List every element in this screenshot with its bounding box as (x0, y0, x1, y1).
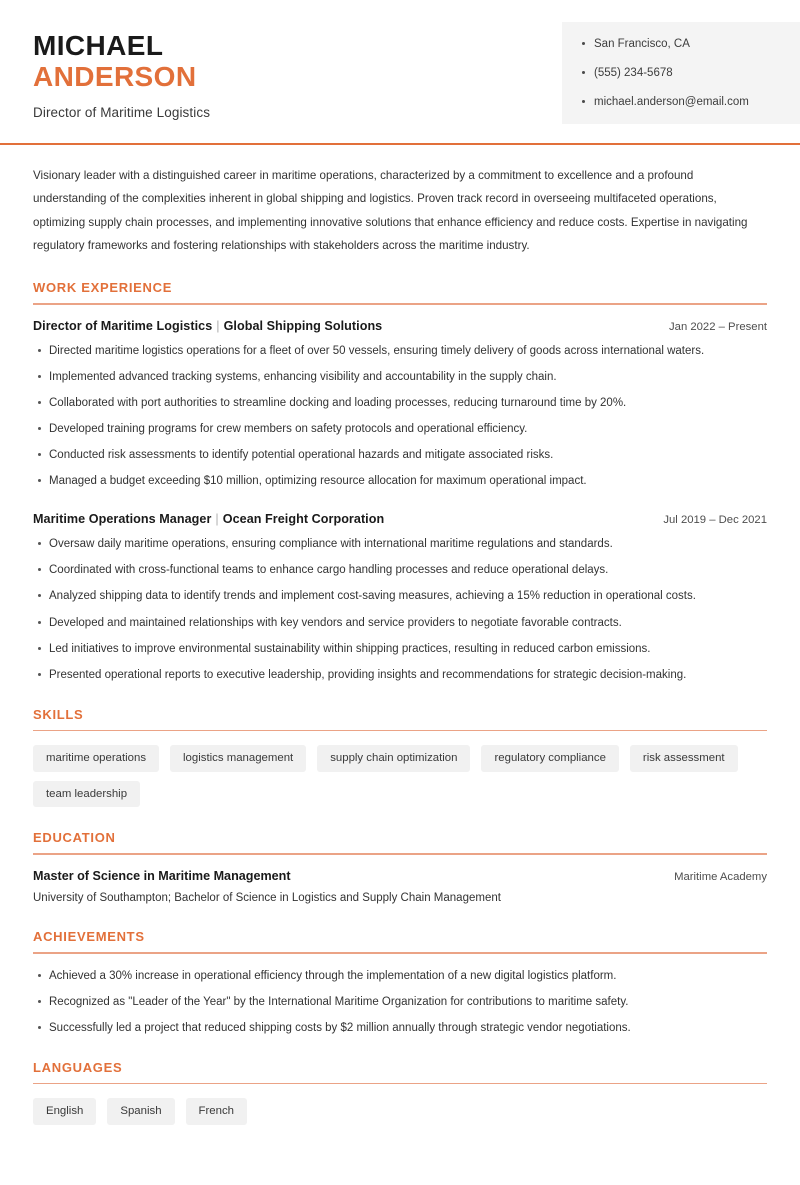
skill-chip: maritime operations (33, 745, 159, 772)
contact-location-text: San Francisco, CA (594, 38, 690, 50)
first-name: MICHAEL (33, 30, 164, 61)
bullet-item: Presented operational reports to executive leadership, providing insights and recommendations for strategic decision-making. (33, 667, 767, 684)
skills-chip-list (33, 745, 767, 807)
work-entry-date: Jul 2019 – Dec 2021 (663, 514, 767, 527)
contact-email-text[interactable]: michael.anderson@email.com (594, 96, 749, 109)
location-icon (582, 42, 585, 45)
bottom-spacer (33, 1125, 767, 1185)
work-entry-role: Director of Maritime Logistics (33, 318, 213, 333)
section-title-skills: SKILLS (33, 706, 84, 722)
language-chip: French (186, 1098, 247, 1125)
work-entry-role: Maritime Operations Manager (33, 512, 212, 527)
bullet-item: Managed a budget exceeding $10 million, optimizing resource allocation for maximum operational impact. (33, 473, 767, 490)
section-languages (33, 1060, 767, 1125)
language-chip: English (33, 1098, 96, 1125)
skill-chip: team leadership (33, 781, 140, 808)
section-title-achievements: ACHIEVEMENTS (33, 929, 145, 945)
contact-box (562, 22, 800, 124)
title-separator: | (215, 512, 219, 527)
work-entry-bullets (33, 536, 767, 684)
work-entry-header (33, 512, 767, 526)
bullet-item: Conducted risk assessments to identify potential operational hazards and mitigate associated risks. (33, 447, 767, 464)
section-divider (33, 303, 767, 305)
header-identity (0, 22, 210, 120)
languages-chip-list (33, 1098, 767, 1125)
work-entry-bullets (33, 343, 767, 491)
language-chip: Spanish (107, 1098, 174, 1125)
bullet-item: Analyzed shipping data to identify trends and implement cost-saving measures, achieving a 15% reduction in operational costs. (33, 588, 767, 605)
work-entry-header (33, 319, 767, 333)
work-entry-title (33, 319, 382, 333)
bullet-item: Achieved a 30% increase in operational efficiency through the implementation of a new digital logistics platform. (33, 968, 767, 985)
section-title-work-experience: WORK EXPERIENCE (33, 280, 173, 296)
education-degree: Master of Science in Maritime Management (33, 868, 291, 883)
section-divider (33, 853, 767, 855)
education-entry (33, 869, 767, 907)
section-divider (33, 730, 767, 732)
education-detail: University of Southampton; Bachelor of Science in Logistics and Supply Chain Management (33, 891, 501, 904)
last-name: ANDERSON (33, 61, 197, 93)
skill-chip: regulatory compliance (481, 745, 618, 772)
resume-content (0, 164, 800, 1185)
phone-icon (582, 71, 585, 74)
resume-header (0, 0, 800, 124)
contact-item-location (582, 36, 784, 52)
skill-chip: logistics management (170, 745, 306, 772)
work-entry-company: Global Shipping Solutions (223, 318, 383, 333)
bullet-item: Collaborated with port authorities to streamline docking and loading processes, reducing turnaround time by 20%. (33, 395, 767, 412)
email-icon (582, 100, 585, 103)
skill-chip: risk assessment (630, 745, 738, 772)
work-entry-title (33, 512, 384, 526)
education-entry-header (33, 869, 767, 883)
professional-summary: Visionary leader with a distinguished career in maritime operations, characterized by a commitment to excellence and a profound understanding of the complexities inherent in global shipping and logistics. Proven track record in overseeing multifaceted operations, optimizing supply chain processes, and implementing innovative solutions that enhance efficiency and reduce costs. Expertise in navigating regulatory frameworks and fostering relationships with stakeholders across the maritime industry. (33, 169, 748, 252)
job-subtitle: Director of Maritime Logistics (33, 104, 211, 120)
bullet-item: Oversaw daily maritime operations, ensuring compliance with international maritime regulations and standards. (33, 536, 767, 553)
title-separator: | (216, 318, 220, 333)
bullet-item: Led initiatives to improve environmental sustainability within shipping practices, resulting in reduced carbon emissions. (33, 641, 767, 658)
contact-item-phone (582, 65, 784, 81)
contact-item-email[interactable] (582, 94, 784, 110)
bullet-item: Developed training programs for crew members on safety protocols and operational efficiency. (33, 421, 767, 438)
section-skills (33, 707, 767, 808)
section-title-languages: LANGUAGES (33, 1059, 123, 1075)
bullet-item: Recognized as "Leader of the Year" by the International Maritime Organization for contributions to maritime safety. (33, 994, 767, 1011)
section-work-experience (33, 280, 767, 684)
bullet-item: Successfully led a project that reduced shipping costs by $2 million annually through strategic vendor negotiations. (33, 1020, 767, 1037)
education-institution: Maritime Academy (674, 870, 767, 883)
skill-chip: supply chain optimization (317, 745, 470, 772)
work-entry-company: Ocean Freight Corporation (222, 512, 385, 527)
achievements-list (33, 968, 767, 1037)
bullet-item: Directed maritime logistics operations for a fleet of over 50 vessels, ensuring timely delivery of goods across international waters. (33, 343, 767, 360)
bullet-item: Coordinated with cross-functional teams to enhance cargo handling processes and reduce operational delays. (33, 562, 767, 579)
section-achievements (33, 929, 767, 1037)
bullet-item: Developed and maintained relationships with key vendors and service providers to negotiate favorable contracts. (33, 615, 767, 632)
section-divider (33, 952, 767, 954)
work-entry (33, 319, 767, 491)
section-title-education: EDUCATION (33, 830, 116, 846)
section-education (33, 830, 767, 906)
work-entry-date: Jan 2022 – Present (669, 320, 767, 333)
work-entry (33, 512, 767, 684)
section-divider (33, 1083, 767, 1085)
contact-phone-text: (555) 234-5678 (594, 67, 673, 80)
bullet-item: Implemented advanced tracking systems, enhancing visibility and accountability in the supply chain. (33, 369, 767, 386)
header-divider (0, 143, 800, 145)
